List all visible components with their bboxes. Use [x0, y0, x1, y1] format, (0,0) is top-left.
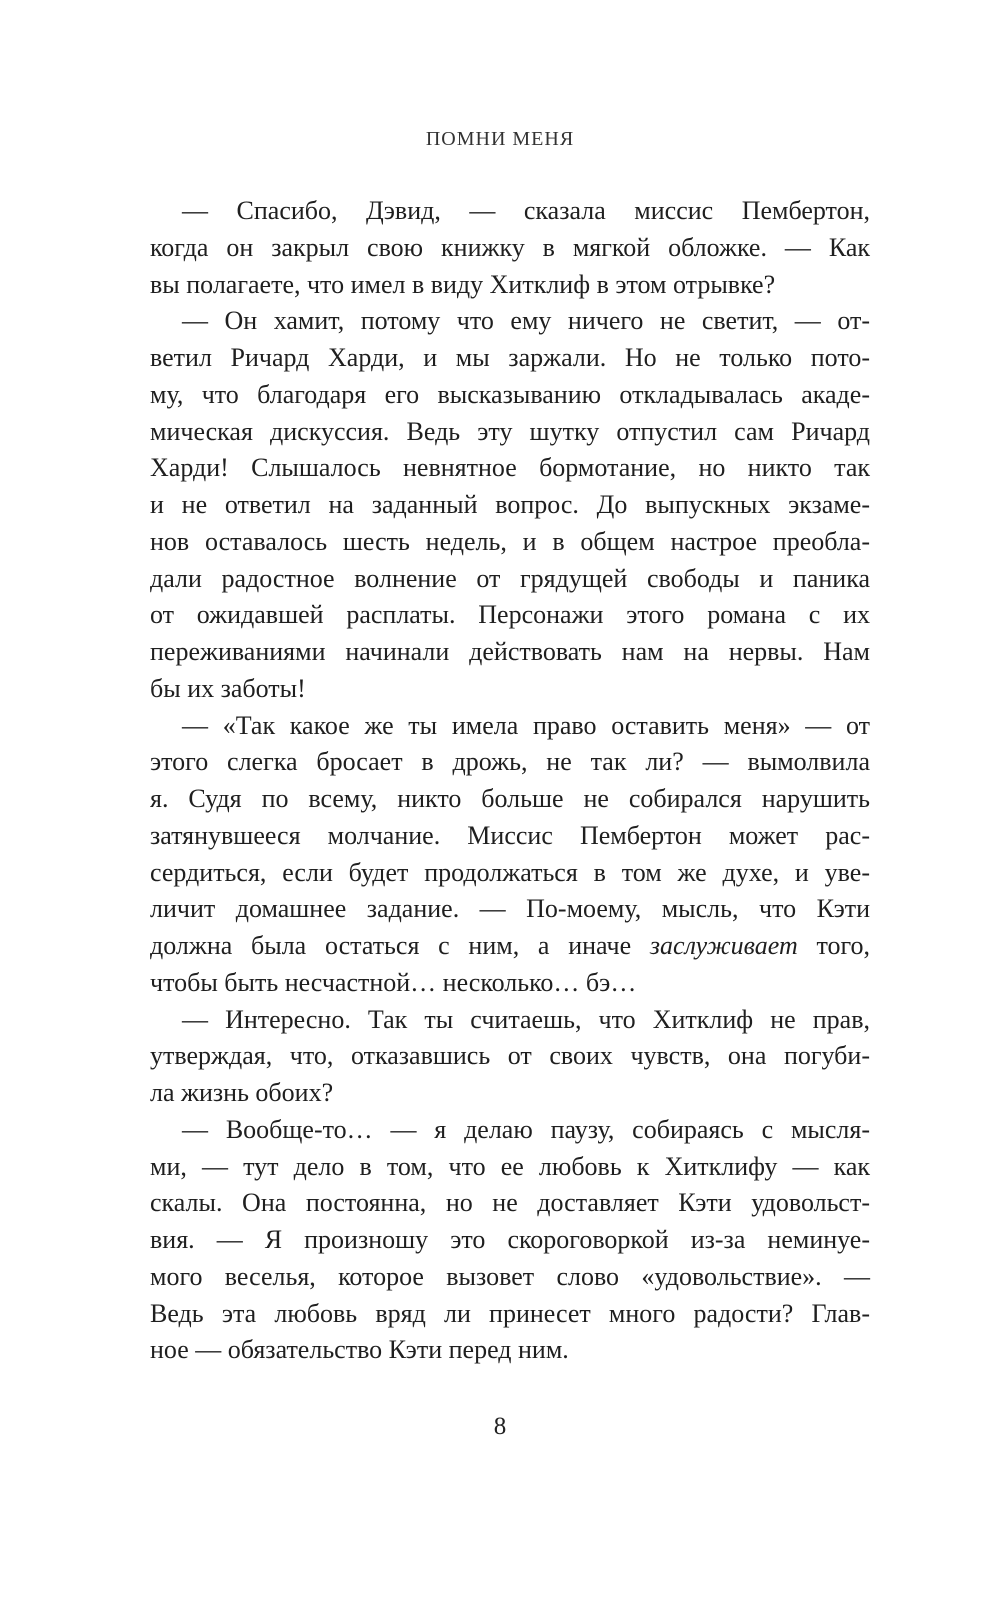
- text-line: — «Так какое же ты имела право оставить меня» — от: [182, 710, 870, 740]
- text-line: дали радостное волнение от грядущей свободы и паника: [150, 563, 870, 593]
- text-line: бы их заботы!: [150, 673, 306, 703]
- body-text: [150, 193, 870, 1369]
- text-line: мого веселья, которое вызовет слово «удовольствие». —: [150, 1261, 870, 1291]
- emphasized-word: заслуживает: [649, 931, 798, 960]
- text-line: — Вообще-то… — я делаю паузу, собираясь с мысля-: [182, 1114, 870, 1144]
- page-number: 8: [493, 1413, 507, 1440]
- text-line: Ведь эта любовь вряд ли принесет много радости? Глав-: [150, 1298, 870, 1328]
- text-line: — Интересно. Так ты считаешь, что Хитклиф не прав,: [182, 1004, 870, 1034]
- text-line: от ожидавшей расплаты. Персонажи этого романа с их: [150, 600, 870, 630]
- text-line-with-emphasis: [150, 928, 870, 965]
- text-line: мическая дискуссия. Ведь эту шутку отпустил сам Ричард: [150, 416, 870, 446]
- running-header: ПОМНИ МЕНЯ: [425, 128, 575, 150]
- text-line: ми, — тут дело в том, что ее любовь к Хитклифу — как: [150, 1151, 870, 1181]
- text-line: ветил Ричард Харди, и мы заржали. Но не только пото-: [150, 343, 870, 372]
- text-line: ное — обязательство Кэти перед ним.: [150, 1335, 569, 1365]
- text-segment: должна была остаться с ним, а иначе: [150, 931, 632, 960]
- text-line: му, что благодаря его высказыванию откладывалась акаде-: [150, 379, 870, 409]
- text-line: вия. — Я произношу это скороговоркой из-за неминуе-: [150, 1225, 870, 1254]
- text-line: и не ответил на заданный вопрос. До выпускных экзаме-: [150, 490, 870, 519]
- text-line: личит домашнее задание. — По-моему, мысль, что Кэти: [150, 894, 870, 924]
- text-line: я. Судя по всему, никто больше не собирался нарушить: [150, 784, 870, 813]
- text-line: сердиться, если будет продолжаться в том же духе, и уве-: [150, 857, 870, 887]
- text-line: вы полагаете, что имел в виду Хитклиф в этом отрывке?: [150, 269, 776, 299]
- text-line: скалы. Она постоянна, но не доставляет Кэти удовольст-: [150, 1188, 870, 1218]
- text-line: утверждая, что, отказавшись от своих чувств, она погуби-: [150, 1041, 870, 1071]
- text-line: ла жизнь обоих?: [150, 1078, 334, 1107]
- text-line: — Спасибо, Дэвид, — сказала миссис Пембертон,: [182, 196, 870, 225]
- text-line: переживаниями начинали действовать нам на нервы. Нам: [150, 637, 870, 666]
- text-line: Харди! Слышалось невнятное бормотание, но никто так: [150, 453, 870, 483]
- text-segment: того,: [816, 931, 871, 960]
- text-line: этого слегка бросает в дрожь, не так ли? — вымолвила: [150, 747, 870, 777]
- text-line: — Он хамит, потому что ему ничего не светит, — от-: [182, 306, 870, 336]
- text-line: чтобы быть несчастной… несколько… бэ…: [150, 967, 637, 997]
- text-line: когда он закрыл свою книжку в мягкой обложке. — Как: [150, 232, 870, 262]
- text-line: затянувшееся молчание. Миссис Пембертон может рас-: [150, 820, 870, 850]
- text-line: нов оставалось шесть недель, и в общем настрое преобла-: [150, 526, 870, 556]
